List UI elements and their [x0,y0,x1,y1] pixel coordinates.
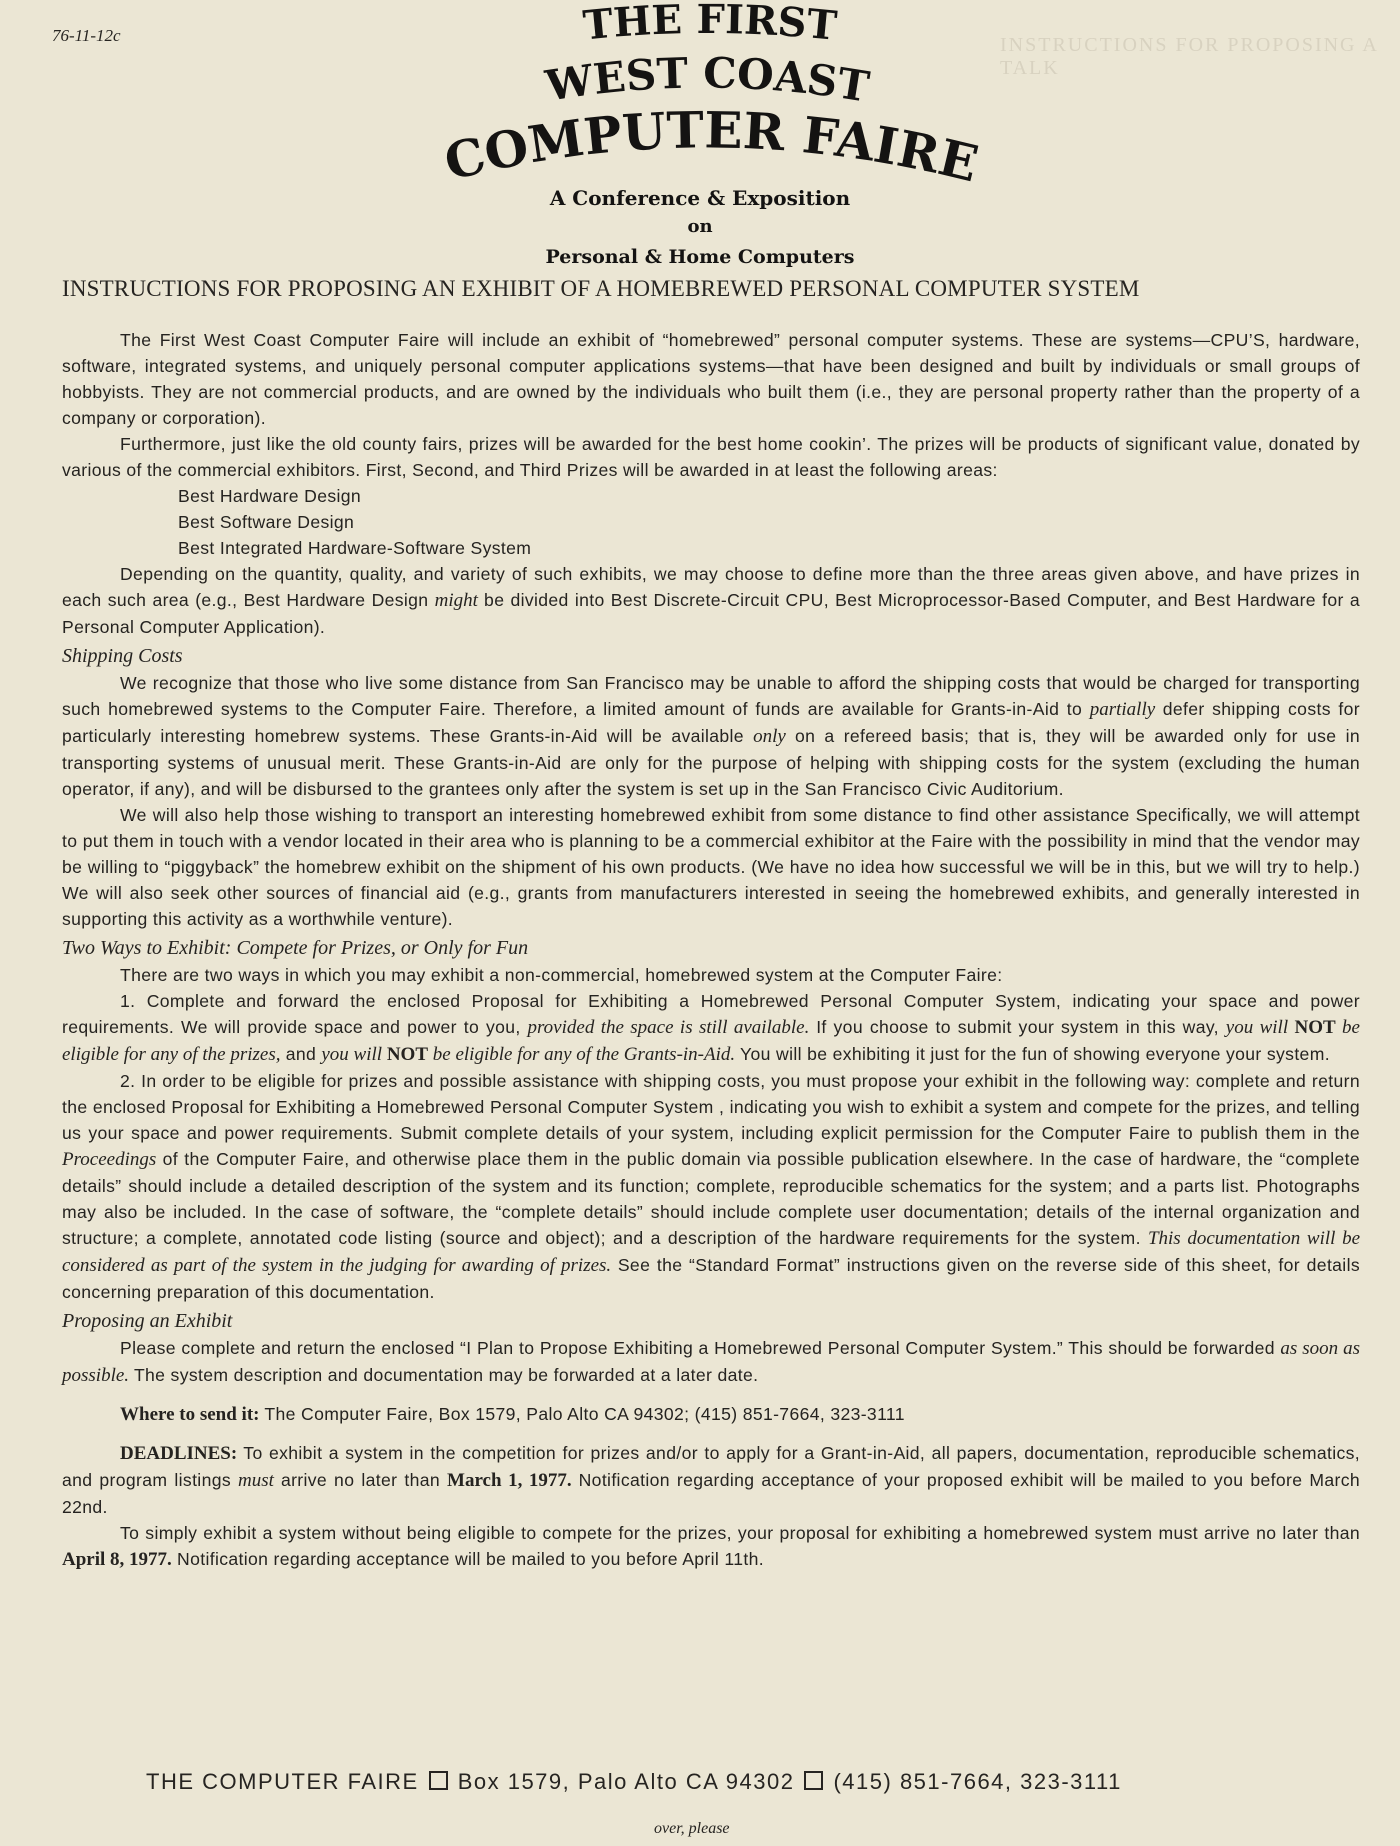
prize-area: Best Software Design [178,512,355,532]
document-id: 76-11-12c [52,26,121,45]
masthead-on: on [687,216,713,237]
masthead-topic: Personal & Home Computers [545,246,855,268]
masthead-line-2: WEST COAST [542,48,873,112]
paragraph: We recognize that those who live some distance from San Francisco may be unable to afford the shipping costs that would be charged for transporting such homebrewed systems to the Computer Faire. Therefore, a limited amount of funds are available for Grants-in-Aid to partially defer shipping costs for particularly interesting homebrew systems. These Grants-in-Aid will be available only on a refereed basis; that is, they will be awarded only for use in transporting systems of unusual merit. These Grants-in-Aid are only for the purpose of helping with shipping costs for the system (excluding the human operator, if any), and will be disbursed to the grantees only after the system is set up in the San Francisco Civic Auditorium. [62,673,1360,799]
paragraph: 2. In order to be eligible for prizes and possible assistance with shipping costs, you must propose your exhibit in the following way: complete and return the enclosed Proposal for Exhibiting a Homebrewed Personal Computer System , indicating you wish to exhibit a system and compete for the prizes, and telling us your space and power requirements. Submit complete details of your system, including explicit permission for the Computer Faire to publish them in the Proceedings of the Computer Faire, and otherwise place them in the public domain via possible publication elsewhere. In the case of hardware, the “complete details” should include a detailed description of the system and its function; complete, reproducible schematics for the system; and a parts list. Photographs may also be included. In the case of software, the “complete details” should include complete user documentation; details of the internal organization and structure; a complete, annotated code listing (source and object); and a description of the hardware requirements for the system. This documentation will be considered as part of the system in the judging for awarding of prizes. See the “Standard Format” instructions given on the reverse side of this sheet, for details concerning preparation of this documentation. [62,1071,1361,1302]
masthead-line-3: COMPUTER FAIRE [438,100,984,194]
separator-box-icon [804,1771,823,1790]
section-heading-shipping: Shipping Costs [62,645,183,667]
where-to-send: Where to send it: The Computer Faire, Box 1579, Palo Alto CA 94302; (415) 851-7664, 323-3111 [120,1404,905,1425]
masthead-subtitle: A Conference & Exposition [549,186,851,210]
paragraph: 1. Complete and forward the enclosed Proposal for Exhibiting a Homebrewed Personal Computer System, indicating your space and power requirements. We will provide space and power to you, provided the space is still available. If you choose to submit your system in this way, you will NOT be eligible for any of the prizes, and you will NOT be eligible for any of the Grants-in-Aid. You will be exhibiting it just for the fun of showing everyone your system. [62,991,1360,1065]
paragraph: Furthermore, just like the old county fairs, prizes will be awarded for the best home cookin’. The prizes will be products of significant value, donated by various of the commercial exhibitors. First, Second, and Third Prizes will be awarded in at least the following areas: [62,434,1360,480]
document-body [62,327,1360,1573]
prize-area: Best Hardware Design [178,486,362,506]
section-heading-two-ways: Two Ways to Exhibit: Compete for Prizes, or Only for Fun [62,937,529,959]
page-title: INSTRUCTIONS FOR PROPOSING AN EXHIBIT OF A HOMEBREWED PERSONAL COMPUTER SYSTEM [62,276,1140,301]
paragraph: To simply exhibit a system without being eligible to compete for the prizes, your proposal for exhibiting a homebrewed system must arrive no later than April 8, 1977. Notification regarding acceptance will be mailed to you before April 11th. [62,1523,1360,1570]
over-please-note: over, please [654,1820,730,1837]
paragraph: There are two ways in which you may exhibit a non-commercial, homebrewed system at the Computer Faire: [120,965,1003,985]
prize-area: Best Integrated Hardware-Software System [178,538,532,558]
separator-box-icon [429,1771,448,1790]
deadlines: DEADLINES: To exhibit a system in the competition for prizes and/or to apply for a Grant-in-Aid, all papers, documentation, reproducible schematics, and program listings must arrive no later than March 1, 1977. Notification regarding acceptance of your proposed exhibit will be mailed to you before March 22nd. [62,1443,1360,1517]
paragraph: Please complete and return the enclosed “I Plan to Propose Exhibiting a Homebrewed Personal Computer System.” This should be forwarded as soon as possible. The system description and documentation may be forwarded at a later date. [62,1338,1361,1386]
section-heading-proposing: Proposing an Exhibit [62,1310,233,1332]
paragraph: The First West Coast Computer Faire will include an exhibit of “homebrewed” personal computer systems. These are systems—CPU’S, hardware, software, integrated systems, and uniquely personal computer applications systems—that have been designed and built by individuals or small groups of hobbyists. They are not commercial products, and are owned by the individuals who built them (i.e., they are personal property rather than the property of a company or corporation). [62,330,1360,428]
footer-address: THE COMPUTER FAIRE Box 1579, Palo Alto CA 94302 (415) 851-7664, 323-3111 [146,1769,1122,1794]
paragraph: Depending on the quantity, quality, and variety of such exhibits, we may choose to define more than the three areas given above, and have prizes in each such area (e.g., Best Hardware Design might be divided into Best Discrete-Circuit CPU, Best Microprocessor-Based Computer, and Best Hardware for a Personal Computer Application). [62,564,1360,637]
masthead-line-1: THE FIRST [581,0,839,50]
bleed-through-heading: INSTRUCTIONS FOR PROPOSING A TALK [1000,34,1378,79]
paragraph: We will also help those wishing to transport an interesting homebrewed exhibit from some distance to find other assistance Specifically, we will attempt to put them in touch with a vendor located in their area who is planning to be a commercial exhibitor at the Faire with the possibility in mind that the vendor may be willing to “piggyback” the homebrew exhibit on the shipment of his own products. (We have no idea how successful we will be in this, but we will try to help.) We will also seek other sources of financial aid (e.g., grants from manufacturers interested in seeing the homebrewed exhibits, and generally interested in supporting this activity as a worthwhile venture). [62,805,1360,929]
